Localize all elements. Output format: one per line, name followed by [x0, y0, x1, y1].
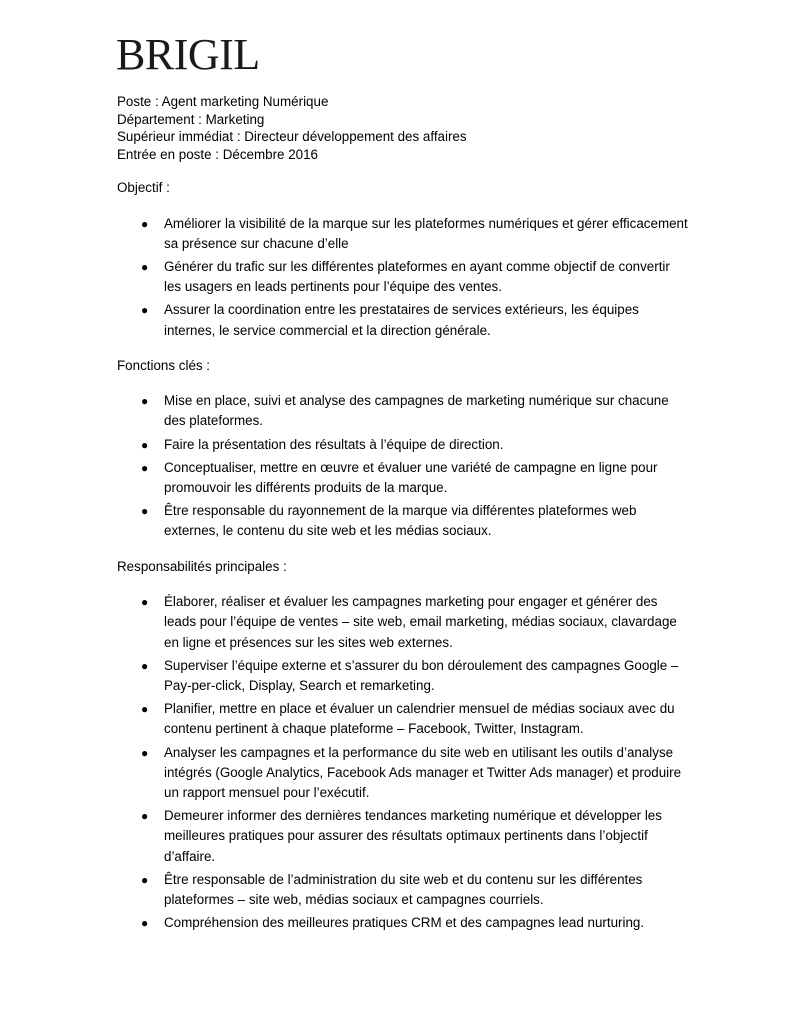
bullet-icon: ●: [141, 216, 149, 231]
list-item: [117, 501, 689, 541]
bullet-icon: ●: [141, 504, 149, 519]
bullet-icon: ●: [141, 658, 149, 673]
list-item: [117, 391, 689, 431]
meta-position: Poste : Agent marketing Numérique: [117, 94, 329, 109]
list-item: [117, 806, 689, 867]
list-item-text: Assurer la coordination entre les prestataires de services extérieurs, les équipes internes, le service commercial et la direction générale.: [164, 302, 639, 338]
section-title-responsabilites: Responsabilités principales :: [117, 558, 287, 574]
list-item-text: Générer du trafic sur les différentes plateformes en ayant comme objectif de convertir les usagers en leads pertinents pour l’équipe des ventes.: [164, 258, 670, 295]
section-title-fonctions-cles: Fonctions clés :: [117, 357, 211, 373]
bullet-icon: ●: [141, 595, 149, 610]
list-item: [117, 300, 689, 340]
meta-supervisor: Supérieur immédiat : Directeur développement des affaires: [117, 129, 467, 144]
list-item: [117, 257, 689, 297]
list-item: [117, 592, 689, 653]
list-item: [117, 699, 689, 739]
list-item: [117, 656, 689, 696]
bullet-icon: ●: [141, 745, 149, 760]
list-item-text: Analyser les campagnes et la performance du site web en utilisant les outils d’analyse intégrés (Google Analytics, Facebook Ads manager et Twitter Ads manager) et produire un rapport mensuel pour l’exécutif.: [164, 744, 682, 800]
list-item: [117, 435, 689, 455]
bullet-icon: ●: [141, 303, 149, 318]
bullet-icon: ●: [141, 259, 149, 274]
list-item: [117, 870, 689, 910]
bullet-icon: ●: [141, 437, 149, 452]
bullet-icon: ●: [141, 394, 149, 409]
bullet-icon: ●: [141, 872, 149, 887]
list-item: [117, 214, 689, 254]
list-item: [117, 458, 689, 498]
bullet-icon: ●: [141, 809, 149, 824]
list-item: [117, 743, 689, 804]
section-title-objectif: Objectif :: [117, 180, 170, 195]
meta-department: Département : Marketing: [117, 111, 265, 127]
responsabilites-list: [117, 592, 689, 933]
bullet-icon: ●: [141, 916, 149, 931]
list-item-text: Mise en place, suivi et analyse des campagnes de marketing numérique sur chacune des plateformes.: [164, 393, 669, 429]
list-item-text: Planifier, mettre en place et évaluer un calendrier mensuel de médias sociaux avec du contenu pertinent à chaque plateforme – Facebook, Twitter, Instagram.: [164, 701, 675, 737]
objectif-list: [117, 214, 689, 341]
document-body: [117, 93, 689, 948]
list-item: [117, 913, 689, 933]
bullet-icon: ●: [141, 702, 149, 717]
list-item-text: Être responsable de l’administration du site web et du contenu sur les différentes plateformes – site web, médias sociaux et campagnes courriels.: [164, 871, 643, 907]
job-meta: [117, 93, 689, 163]
brigil-logo: BRIGIL: [116, 30, 260, 79]
list-item-text: Superviser l’équipe externe et s’assurer du bon déroulement des campagnes Google – Pay-per-click, Display, Search et remarketing.: [164, 657, 679, 693]
list-item-text: Faire la présentation des résultats à l’équipe de direction.: [164, 436, 504, 452]
list-item-text: Être responsable du rayonnement de la marque via différentes plateformes web externes, le contenu du site web et les médias sociaux.: [164, 503, 637, 539]
list-item-text: Améliorer la visibilité de la marque sur les plateformes numériques et gérer efficacement sa présence sur chacune d’elle: [164, 215, 688, 251]
list-item-text: Élaborer, réaliser et évaluer les campagnes marketing pour engager et générer des leads pour l’équipe de ventes – site web, email marketing, médias sociaux, clavardage en ligne et présences sur les sites web externes.: [164, 594, 677, 650]
fonctions-cles-list: [117, 391, 689, 541]
list-item-text: Compréhension des meilleures pratiques CRM et des campagnes lead nurturing.: [164, 915, 645, 931]
list-item-text: Demeurer informer des dernières tendances marketing numérique et développer les meilleures pratiques pour assurer des résultats optimaux pertinents dans l’objectif d’affaire.: [164, 808, 662, 864]
list-item-text: Conceptualiser, mettre en œuvre et évaluer une variété de campagne en ligne pour promouvoir les différents produits de la marque.: [164, 459, 658, 496]
meta-start-date: Entrée en poste : Décembre 2016: [117, 146, 318, 162]
bullet-icon: ●: [141, 460, 149, 475]
